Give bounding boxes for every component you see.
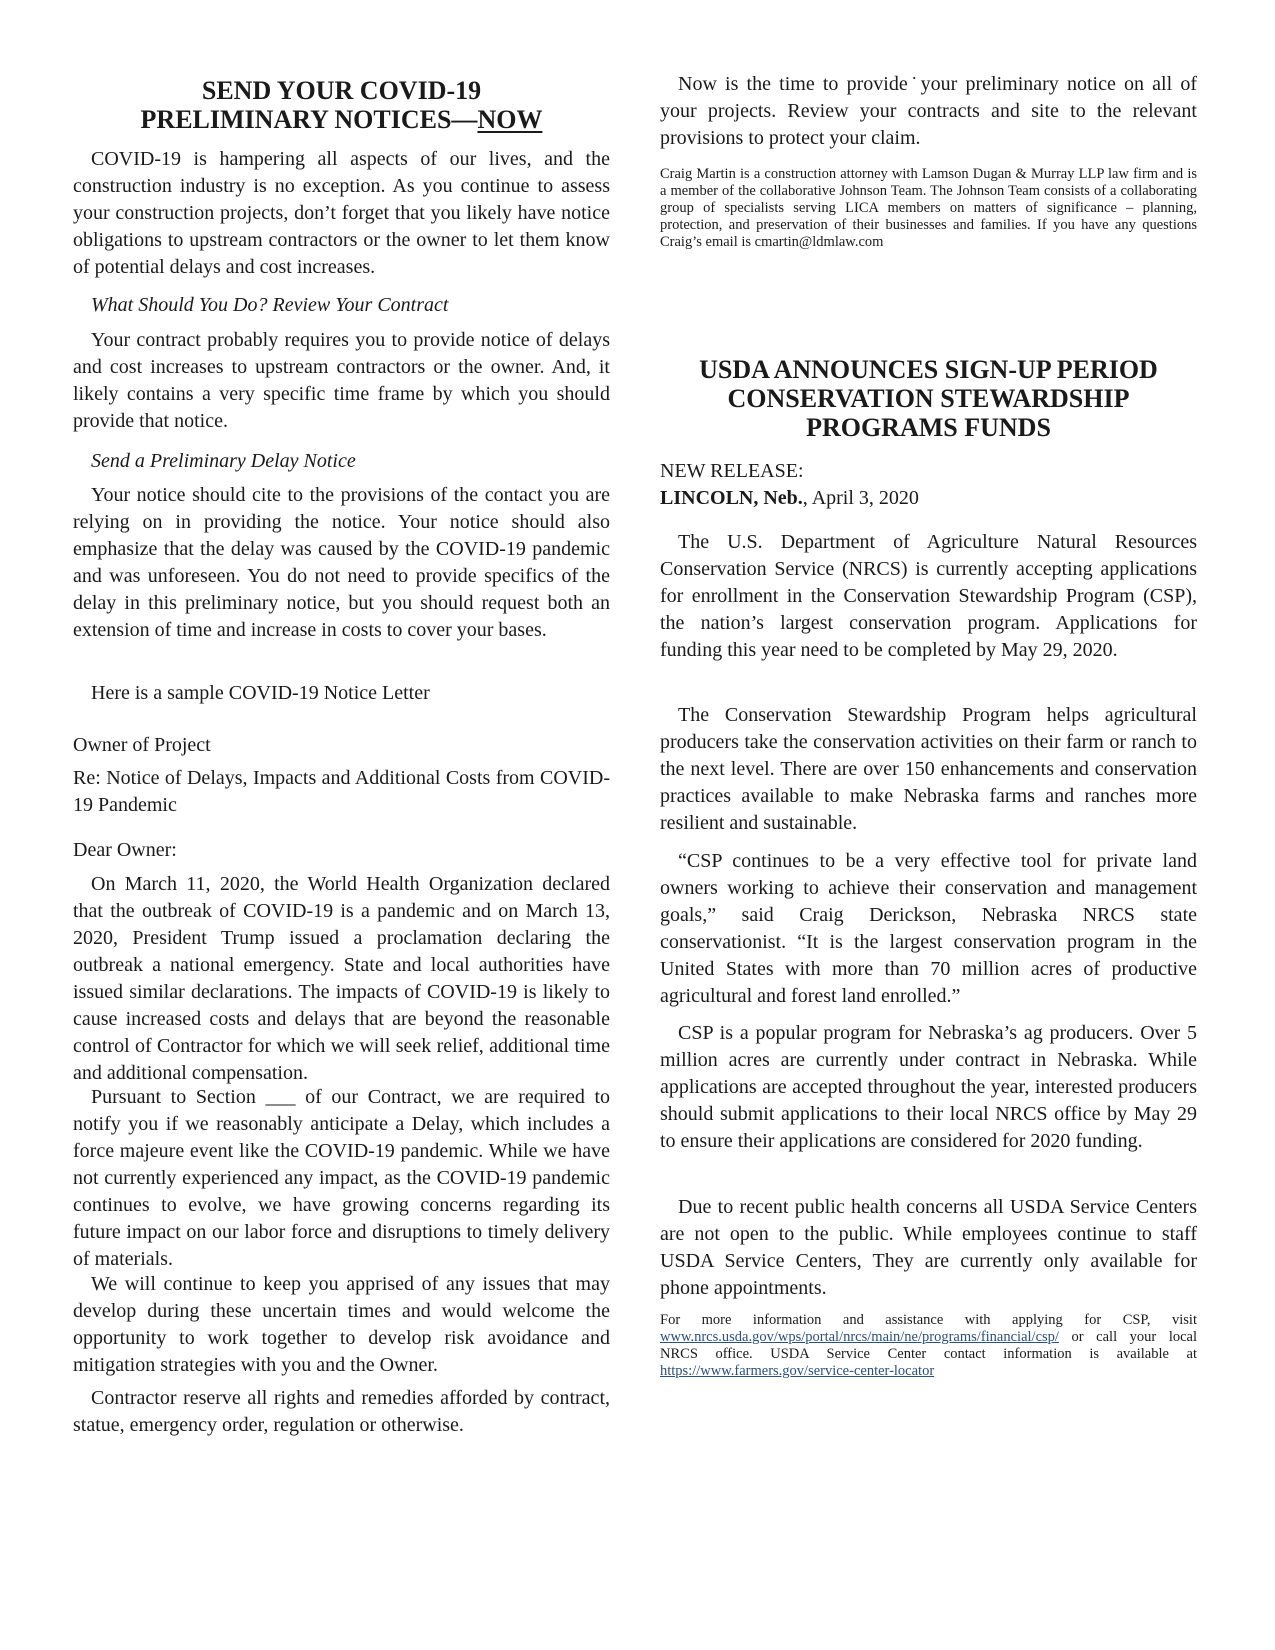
sample-letter-intro: Here is a sample COVID-19 Notice Letter	[91, 682, 430, 704]
csp-link[interactable]: www.nrcs.usda.gov/wps/portal/nrcs/main/ne/programs/financial/csp/	[660, 1329, 1059, 1345]
usda-title-line1: USDA ANNOUNCES SIGN-UP PERIOD	[699, 355, 1158, 384]
usda-title-line3: PROGRAMS FUNDS	[806, 413, 1051, 442]
usda-paragraph-5: Due to recent public health concerns all USDA Service Centers are not open to the public. While employees continue to staff USDA Service Centers, They are currently only available for phone appointments.	[660, 1196, 1197, 1299]
subhead-review-contract: What Should You Do? Review Your Contract	[91, 294, 449, 316]
usda-article-title	[660, 355, 1197, 442]
footer-text-2: or call your local NRCS office. USDA Service Center contact information is available at	[660, 1329, 1197, 1362]
dateline	[660, 485, 1197, 512]
covid-continuation-paragraph: Now is the time to provide˙your preliminary notice on all of your projects. Review your contracts and site to the relevant provisions to protect your claim.	[660, 73, 1197, 149]
letter-recipient: Owner of Project	[73, 734, 211, 756]
letter-paragraph-4: Contractor reserve all rights and remedies afforded by contract, statue, emergency order, regulation or otherwise.	[73, 1387, 610, 1436]
usda-title-line2: CONSERVATION STEWARDSHIP	[727, 384, 1130, 413]
letter-subject: Re: Notice of Delays, Impacts and Additional Costs from COVID-19 Pandemic	[73, 767, 610, 816]
usda-footer-info	[660, 1312, 1197, 1380]
footer-text-1: For more information and assistance with applying for CSP, visit	[660, 1312, 1197, 1328]
letter-p2-rest: of our Contract, we are required to notify you if we reasonably anticipate a Delay, which includes a force majeure event like the COVID-19 pandemic. While we have not currently experienced any impact, as the COVID-19 pandemic continues to evolve, we have growing concerns regarding its future impact on our labor force and disruptions to timely delivery of materials.	[73, 1086, 611, 1270]
review-contract-paragraph: Your contract probably requires you to provide notice of delays and cost increases to upstream contractors or the owner. And, it likely contains a very specific time frame by which you should provide that notice.	[73, 329, 610, 432]
dateline-date: , April 3, 2020	[802, 487, 919, 509]
section-blank: ___	[265, 1086, 296, 1108]
usda-paragraph-2: The Conservation Stewardship Program helps agricultural producers take the conservation activities on their farm or ranch to the next level. There are over 150 enhancements and conservation practices available to make Nebraska farms and ranches more resilient and sustainable.	[660, 704, 1197, 834]
service-center-link[interactable]: https://www.farmers.gov/service-center-locator	[660, 1363, 935, 1379]
usda-paragraph-1: The U.S. Department of Agriculture Natural Resources Conservation Service (NRCS) is currently accepting applications for enrollment in the Conservation Stewardship Program (CSP), the nation’s largest conservation program. Applications for funding this year need to be completed by May 29, 2020.	[660, 531, 1197, 661]
release-label: NEW RELEASE:	[660, 460, 804, 482]
covid-title-line2: PRELIMINARY NOTICES—	[140, 105, 478, 134]
covid-intro-paragraph: COVID-19 is hampering all aspects of our lives, and the construction industry is no exception. As you continue to assess your construction projects, don’t forget that you likely have notice obligations to upstream contractors or the owner to let them know of potential delays and cost increases.	[73, 148, 610, 278]
dateline-location: LINCOLN, Neb.	[660, 487, 803, 509]
author-bio: Craig Martin is a construction attorney with Lamson Dugan & Murray LLP law firm and is a member of the collaborative Johnson Team. The Johnson Team consists of a collaborating group of specialists serving LICA members on matters of significance – planning, protection, and preservation of their businesses and families. If you have any questions Craig’s email is cmartin@ldmlaw.com	[660, 166, 1197, 250]
usda-paragraph-3: “CSP continues to be a very effective tool for private land owners working to achieve their conservation and management goals,” said Craig Derickson, Nebraska NRCS state conservationist. “It is the largest conservation program in the United States with more than 70 million acres of productive agricultural and forest land enrolled.”	[660, 850, 1197, 1007]
usda-paragraph-4: CSP is a popular program for Nebraska’s ag producers. Over 5 million acres are currently under contract in Nebraska. While applications are accepted throughout the year, interested producers should submit applications to their local NRCS office by May 29 to ensure their applications are considered for 2020 funding.	[660, 1022, 1197, 1152]
letter-paragraph-1: On March 11, 2020, the World Health Organization declared that the outbreak of COVID-19 is a pandemic and on March 13, 2020, President Trump issued a proclamation declaring the outbreak a national emergency. State and local authorities have issued similar declarations. The impacts of COVID-19 is likely to cause increased costs and delays that are beyond the reasonable control of Contractor for which we will seek relief, additional time and additional compensation.	[73, 873, 610, 1084]
letter-p2-start: Pursuant to Section	[91, 1086, 256, 1108]
letter-paragraph-3: We will continue to keep you apprised of any issues that may develop during these uncertain times and would welcome the opportunity to work together to develop risk avoidance and mitigation strategies with you and the Owner.	[73, 1273, 610, 1376]
covid-title-line1: SEND YOUR COVID-19	[201, 76, 482, 105]
letter-salutation: Dear Owner:	[73, 839, 177, 861]
delay-notice-paragraph: Your notice should cite to the provisions of the contact you are relying on in providing the notice. Your notice should also emphasize that the delay was caused by the COVID-19 pandemic and was unforeseen. You do not need to provide specifics of the delay in this preliminary notice, but you should request both an extension of time and increase in costs to cover your bases.	[73, 484, 610, 641]
subhead-delay-notice: Send a Preliminary Delay Notice	[91, 450, 356, 472]
covid-title-now: NOW	[477, 105, 543, 134]
letter-paragraph-2	[73, 1084, 610, 1273]
covid-article-title	[73, 76, 610, 134]
